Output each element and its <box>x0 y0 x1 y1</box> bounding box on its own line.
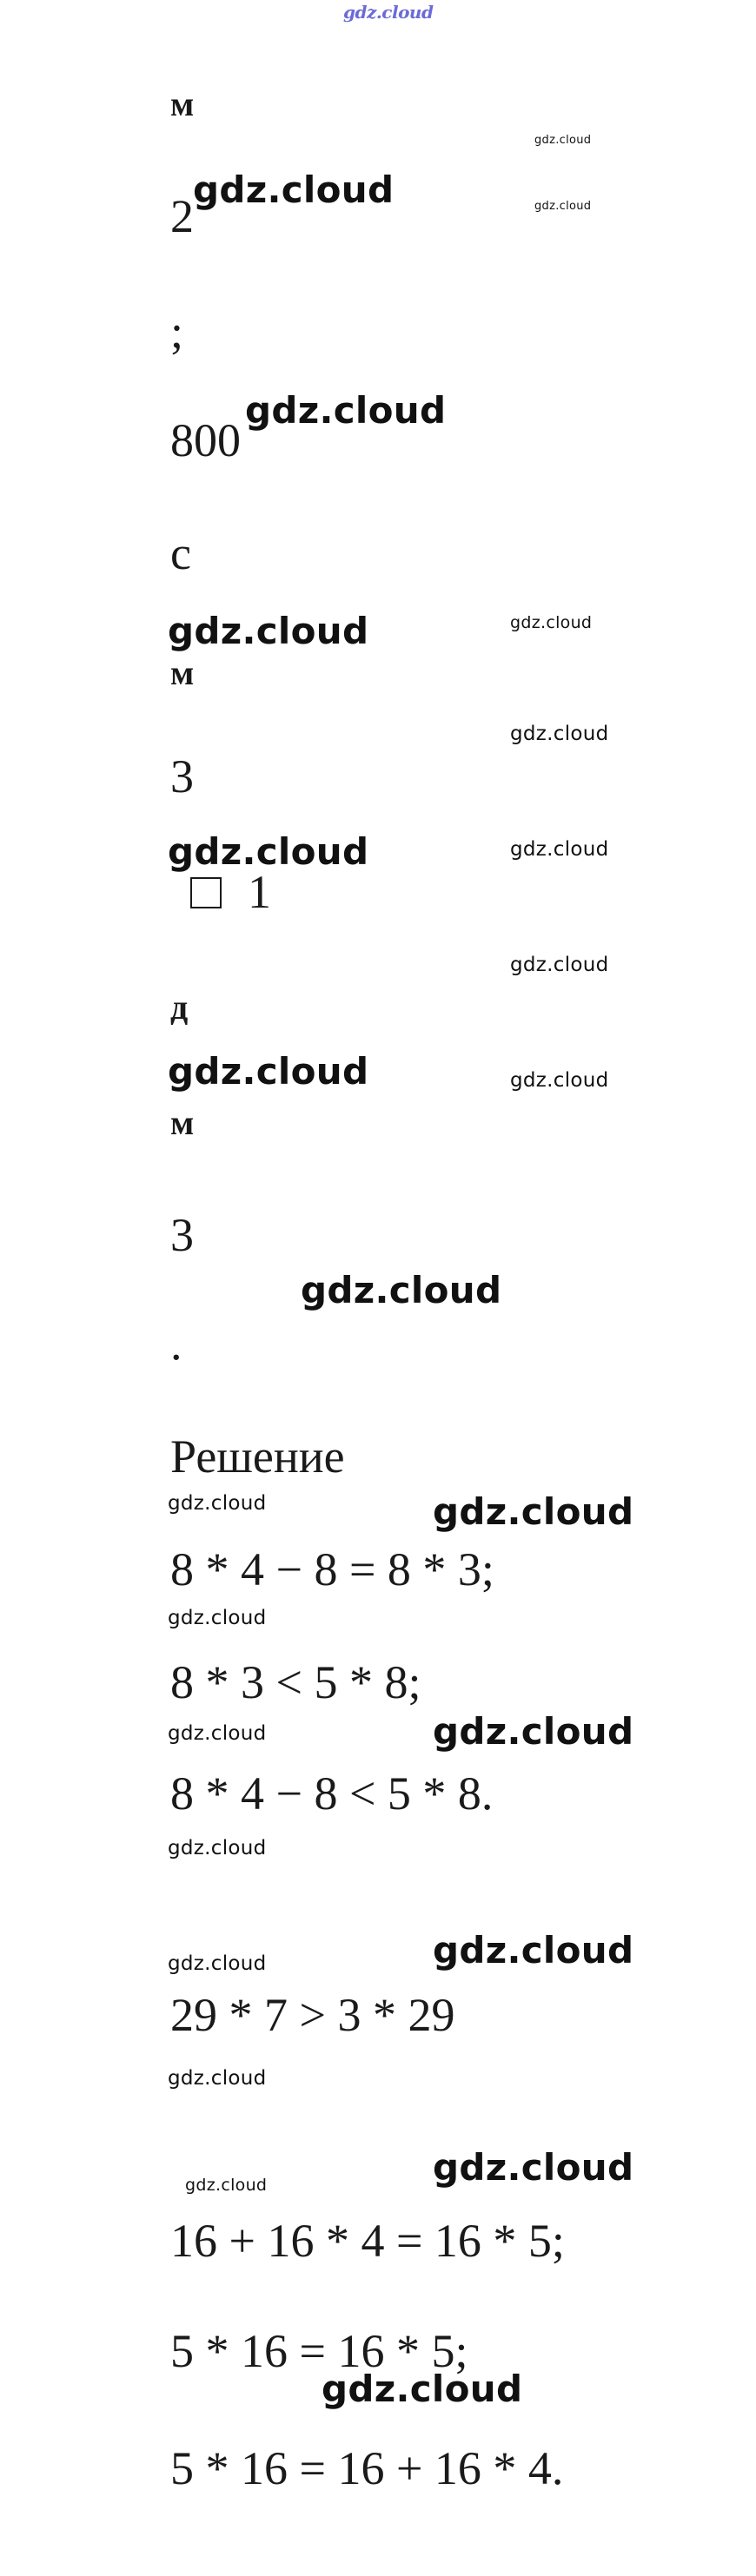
number-1: 1 <box>248 866 271 918</box>
watermark: gdz.cloud <box>433 1929 634 1972</box>
watermark: gdz.cloud <box>510 723 609 745</box>
watermark: gdz.cloud <box>433 1710 634 1753</box>
checkbox-square <box>190 877 222 908</box>
watermark: gdz.cloud <box>168 1837 267 1859</box>
watermark: gdz.cloud <box>510 954 609 976</box>
watermark: gdz.cloud <box>168 1722 267 1745</box>
watermark: gdz.cloud <box>168 610 369 652</box>
period: . <box>170 1318 182 1370</box>
solution-heading: Решение <box>170 1430 345 1483</box>
watermark: gdz.cloud <box>168 2067 267 2090</box>
watermark: gdz.cloud <box>433 1490 634 1533</box>
watermark: gdz.cloud <box>510 613 593 632</box>
equation-4: 29 * 7 > 3 * 29 <box>170 1989 455 2041</box>
equation-3: 8 * 4 − 8 < 5 * 8. <box>170 1767 494 1820</box>
equation-1: 8 * 4 − 8 = 8 * 3; <box>170 1543 494 1595</box>
unit-letter-m: м <box>170 653 195 692</box>
watermark: gdz.cloud <box>534 134 592 147</box>
unit-letter-m: м <box>170 1103 195 1142</box>
number-800: 800 <box>170 414 241 466</box>
exponent-3: 3 <box>170 750 194 803</box>
watermark: gdz.cloud <box>510 1069 609 1092</box>
semicolon: ; <box>170 306 184 358</box>
watermark: gdz.cloud <box>168 1050 369 1093</box>
exponent-2: 2 <box>170 190 194 242</box>
top-logo: gdz.cloud <box>343 2 434 23</box>
watermark: gdz.cloud <box>510 838 609 861</box>
watermark: gdz.cloud <box>193 168 395 211</box>
watermark: gdz.cloud <box>433 2146 634 2189</box>
equation-2: 8 * 3 < 5 * 8; <box>170 1656 421 1708</box>
watermark: gdz.cloud <box>245 389 447 432</box>
unit-letter-s: с <box>170 527 191 579</box>
watermark: gdz.cloud <box>185 2176 268 2195</box>
equation-7: 5 * 16 = 16 + 16 * 4. <box>170 2442 564 2494</box>
watermark: gdz.cloud <box>168 830 369 873</box>
unit-letter-d: д <box>170 987 189 1027</box>
exponent-3: 3 <box>170 1209 194 1261</box>
watermark: gdz.cloud <box>322 2368 523 2410</box>
equation-6: 5 * 16 = 16 * 5; <box>170 2325 468 2377</box>
watermark: gdz.cloud <box>534 200 592 213</box>
watermark: gdz.cloud <box>168 1492 267 1515</box>
equation-5: 16 + 16 * 4 = 16 * 5; <box>170 2215 565 2267</box>
watermark: gdz.cloud <box>168 1952 267 1975</box>
watermark: gdz.cloud <box>301 1269 502 1311</box>
unit-letter-m: м <box>170 84 195 123</box>
watermark: gdz.cloud <box>168 1607 267 1629</box>
